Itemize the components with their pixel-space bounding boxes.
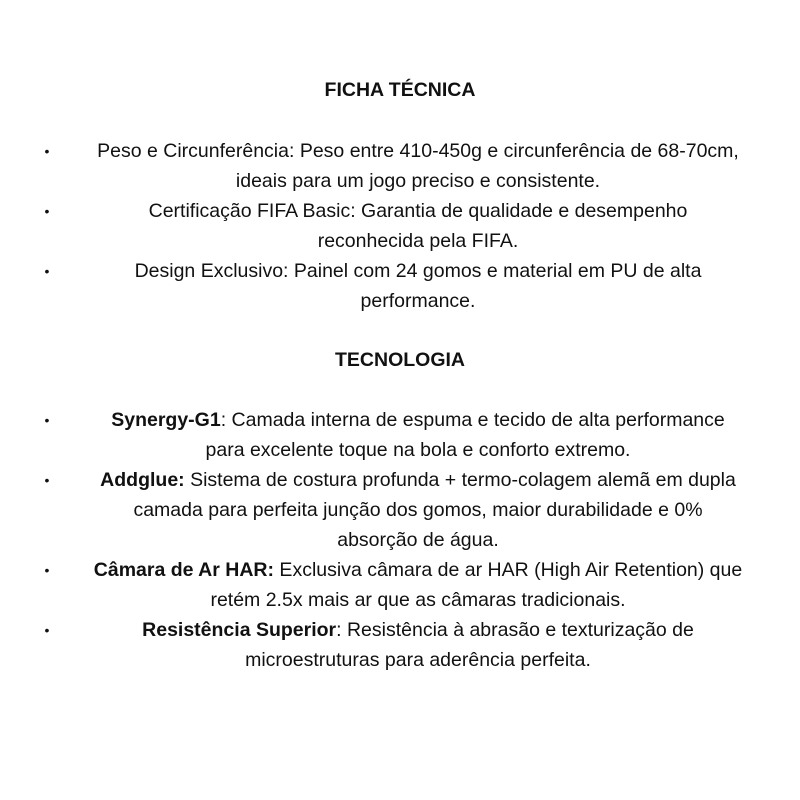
bullet-icon: • (44, 143, 50, 159)
item-line: camada para perfeita junção dos gomos, maior durabilidade e 0% (133, 499, 703, 521)
item-line: Exclusiva câmara de ar HAR (High Air Retention) que (274, 559, 743, 581)
item-line: para excelente toque na bola e conforto extremo. (205, 439, 631, 461)
bullet-icon: • (44, 203, 50, 219)
list-item (0, 405, 800, 465)
item-text (58, 256, 778, 316)
bullet-icon: • (44, 263, 50, 279)
list-item (0, 196, 800, 256)
item-line: Sistema de costura profunda + termo-colagem alemã em dupla (184, 469, 736, 491)
list-item (0, 465, 800, 555)
item-line: absorção de água. (337, 529, 499, 551)
tecnologia-heading: TECNOLOGIA (335, 349, 465, 371)
item-line: Certificação FIFA Basic: Garantia de qualidade e desempenho (148, 200, 688, 222)
bullet-icon: • (44, 562, 50, 578)
item-line: : Resistência à abrasão e texturização de (336, 619, 694, 641)
list-item (0, 555, 800, 615)
bullet-icon: • (44, 472, 50, 488)
item-term: Resistência Superior (142, 619, 337, 641)
item-line: : Camada interna de espuma e tecido de alta performance (220, 409, 725, 431)
ficha-tecnica-heading: FICHA TÉCNICA (324, 79, 476, 101)
item-line: Design Exclusivo: Painel com 24 gomos e material em PU de alta (134, 260, 702, 282)
item-line: Peso e Circunferência: Peso entre 410-450g e circunferência de 68-70cm, (97, 140, 739, 162)
item-line: ideais para um jogo preciso e consistente. (235, 170, 601, 192)
item-line: reconhecida pela FIFA. (317, 230, 519, 252)
ficha-tecnica-list (0, 136, 800, 316)
item-text (58, 196, 778, 256)
list-item (0, 136, 800, 196)
item-text (58, 136, 778, 196)
list-item (0, 615, 800, 675)
item-text (58, 405, 778, 465)
item-term: Addglue: (100, 469, 185, 491)
item-text (58, 615, 778, 675)
item-text (58, 555, 778, 615)
item-text (58, 465, 778, 555)
tecnologia-list (0, 405, 800, 675)
item-term: Câmara de Ar HAR: (93, 559, 275, 581)
item-line: retém 2.5x mais ar que as câmaras tradicionais. (210, 589, 626, 611)
item-line: performance. (360, 290, 476, 312)
list-item (0, 256, 800, 316)
item-term: Synergy-G1 (111, 409, 221, 431)
bullet-icon: • (44, 622, 50, 638)
bullet-icon: • (44, 412, 50, 428)
item-line: microestruturas para aderência perfeita. (245, 649, 591, 671)
